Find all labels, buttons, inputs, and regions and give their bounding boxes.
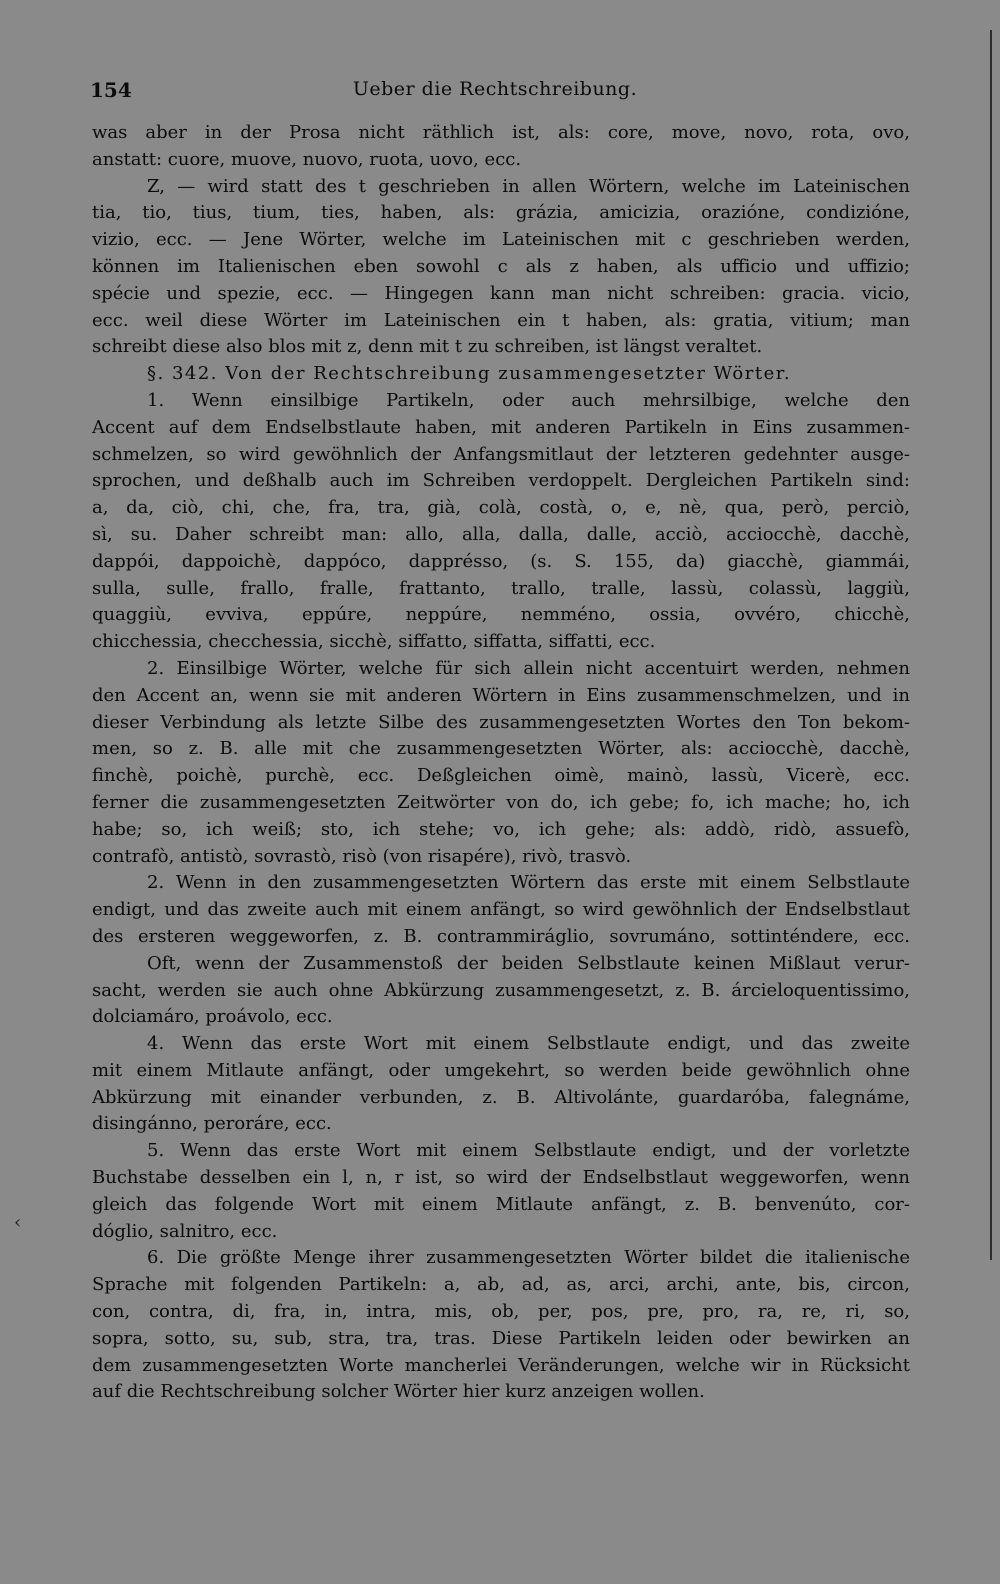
text-line: schreibt diese also blos mit z, denn mit t zu schreiben, ist längst veraltet. <box>92 336 763 358</box>
text-line: den Accent an, wenn sie mit anderen Wörtern in Eins zusammenschmelzen, und in <box>92 684 910 706</box>
text-line: Accent auf dem Endselbstlaute haben, mit anderen Partikeln in Eins zusammen- <box>92 416 910 438</box>
section-heading: §. 342. Von der Rechtschreibung zusammengesetzter Wörter. <box>147 363 792 385</box>
text-line: 4. Wenn das erste Wort mit einem Selbstlaute endigt, und das zweite <box>147 1033 910 1055</box>
text-line: schmelzen, so wird gewöhnlich der Anfangsmitlaut der letzteren gedehnter ausge- <box>92 443 910 465</box>
text-line: dappói, dappoichè, dappóco, dapprésso, (s. S. 155, da) giacchè, giammái, <box>92 550 910 572</box>
text-line: was aber in der Prosa nicht räthlich ist, als: core, move, novo, rota, ovo, <box>92 122 910 143</box>
running-title: Ueber die Rechtschreibung. <box>352 78 638 100</box>
text-line: auf die Rechtschreibung solcher Wörter hier kurz anzeigen wollen. <box>92 1381 705 1403</box>
text-line: dieser Verbindung als letzte Silbe des zusammengesetzten Wortes den Ton bekom- <box>92 711 910 733</box>
text-line: gleich das folgende Wort mit einem Mitlaute anfängt, z. B. benvenúto, cor- <box>92 1193 910 1215</box>
page-edge-line <box>990 30 992 1260</box>
text-line: vizio, ecc. — Jene Wörter, welche im Lateinischen mit c geschrieben werden, <box>92 229 910 251</box>
page-header <box>90 78 900 104</box>
text-line: tia, tio, tius, tium, ties, haben, als: grázia, amicizia, orazióne, condizióne, <box>92 202 910 224</box>
text-line: dóglio, salnitro, ecc. <box>92 1220 278 1242</box>
text-line: finchè, poichè, purchè, ecc. Deßgleichen oimè, mainò, lassù, Vicerè, ecc. <box>92 765 910 787</box>
text-line: 2. Einsilbige Wörter, welche für sich allein nicht accentuirt werden, nehmen <box>147 657 910 679</box>
text-line: Abkürzung mit einander verbunden, z. B. Altivolánte, guardaróba, falegnáme, <box>92 1086 910 1108</box>
text-line: chicchessia, checchessia, sicchè, siffatto, siffatta, siffatti, ecc. <box>92 631 656 653</box>
text-line: 6. Die größte Menge ihrer zusammengesetzten Wörter bildet die italienische <box>147 1247 910 1269</box>
text-line: con, contra, di, fra, in, intra, mis, ob, per, pos, pre, pro, ra, re, ri, so, <box>92 1301 910 1323</box>
text-line: Sprache mit folgenden Partikeln: a, ab, ad, as, arci, archi, ante, bis, circon, <box>92 1274 910 1296</box>
text-line: dolciamáro, proávolo, ecc. <box>92 1006 333 1028</box>
text-line: ecc. weil diese Wörter im Lateinischen ein t haben, als: gratia, vitium; man <box>92 309 910 331</box>
margin-mark: ‹ <box>14 1212 22 1233</box>
text-line: disingánno, peroráre, ecc. <box>92 1113 332 1135</box>
text-line: sulla, sulle, frallo, fralle, frattanto, trallo, tralle, lassù, colassù, laggiù, <box>92 577 910 599</box>
text-line: contrafò, antistò, sovrastò, risò (von risapére), rivò, trasvò. <box>92 845 632 867</box>
text-line: können im Italienischen eben sowohl c als z haben, als ufficio und uffizio; <box>92 255 910 277</box>
text-line: sprochen, und deßhalb auch im Schreiben verdoppelt. Dergleichen Partikeln sind: <box>92 470 910 492</box>
body-text <box>92 120 910 1406</box>
text-line: anstatt: cuore, muove, nuovo, ruota, uovo, ecc. <box>92 148 522 170</box>
text-line: endigt, und das zweite auch mit einem anfängt, so wird gewöhnlich der Endselbstlaut <box>92 899 910 921</box>
text-line: Buchstabe desselben ein l, n, r ist, so wird der Endselbstlaut weggeworfen, wenn <box>92 1167 910 1189</box>
text-line: men, so z. B. alle mit che zusammengesetzten Wörter, als: acciocchè, dacchè, <box>92 738 910 760</box>
text-line: sì, su. Daher schreibt man: allo, alla, dalla, dalle, acciò, acciocchè, dacchè, <box>92 523 910 545</box>
text-line: ferner die zusammengesetzten Zeitwörter von do, ich gebe; fo, ich mache; ho, ich <box>92 791 910 813</box>
text-line: mit einem Mitlaute anfängt, oder umgekehrt, so werden beide gewöhnlich ohne <box>92 1059 910 1081</box>
text-line: 1. Wenn einsilbige Partikeln, oder auch mehrsilbige, welche den <box>147 389 910 411</box>
text-line: quaggiù, evviva, eppúre, neppúre, nemméno, ossia, ovvéro, chicchè, <box>92 604 910 626</box>
text-line: des ersteren weggeworfen, z. B. contrammiráglio, sovrumáno, sottinténdere, ecc. <box>92 925 910 947</box>
page-number: 154 <box>90 78 132 102</box>
text-line: Oft, wenn der Zusammenstoß der beiden Selbstlaute keinen Mißlaut verur- <box>147 952 910 974</box>
text-line: Z, — wird statt des t geschrieben in allen Wörtern, welche im Lateinischen <box>147 175 910 197</box>
text-line: spécie und spezie, ecc. — Hingegen kann man nicht schreiben: gracia. vicio, <box>92 282 910 304</box>
text-line: sacht, werden sie auch ohne Abkürzung zusammengesetzt, z. B. árcieloquentissimo, <box>92 979 910 1001</box>
text-line: 5. Wenn das erste Wort mit einem Selbstlaute endigt, und der vorletzte <box>147 1140 910 1162</box>
text-line: a, da, ciò, chi, che, fra, tra, già, colà, costà, o, e, nè, qua, però, perciò, <box>92 497 910 519</box>
text-line: dem zusammengesetzten Worte mancherlei Veränderungen, welche wir in Rücksicht <box>92 1354 910 1376</box>
text-line: 2. Wenn in den zusammengesetzten Wörtern das erste mit einem Selbstlaute <box>147 872 910 894</box>
text-line: habe; so, ich weiß; sto, ich stehe; vo, ich gehe; als: addò, ridò, assuefò, <box>92 818 910 840</box>
text-line: sopra, sotto, su, sub, stra, tra, tras. Diese Partikeln leiden oder bewirken an <box>92 1327 910 1349</box>
